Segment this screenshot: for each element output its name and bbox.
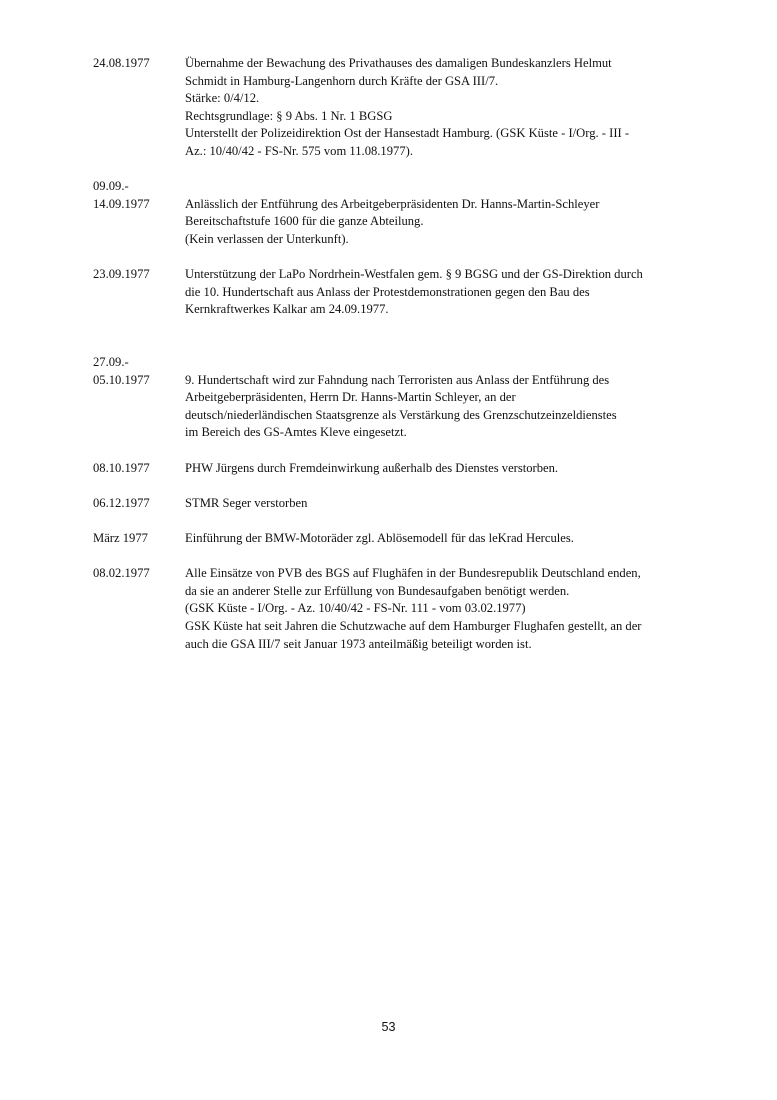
entry-date-line: 27.09.-: [93, 355, 129, 370]
chronology-entry: [93, 55, 693, 161]
entry-text-line: Az.: 10/40/42 - FS-Nr. 575 vom 11.08.1977).: [185, 143, 413, 158]
entry-date: [93, 55, 185, 73]
entry-text-line: Einführung der BMW-Motoräder zgl. Ablösemodell für das leKrad Hercules.: [185, 531, 574, 546]
entry-text-line: Schmidt in Hamburg-Langenhorn durch Kräfte der GSA III/7.: [185, 73, 499, 88]
entry-text-line: auch die GSA III/7 seit Januar 1973 anteilmäßig beteiligt worden ist.: [185, 636, 532, 651]
chronology-entry: [93, 178, 693, 248]
chronology-entry: [93, 266, 693, 319]
entry-date-line: 14.09.1977: [93, 196, 150, 211]
chronology-entry: [93, 565, 693, 653]
entry-date-line: 24.08.1977: [93, 56, 150, 70]
entry-text-line: im Bereich des GS-Amtes Kleve eingesetzt.: [185, 425, 407, 440]
entry-text-line: Kernkraftwerkes Kalkar am 24.09.1977.: [185, 302, 389, 317]
entry-text-line: Stärke: 0/4/12.: [185, 91, 260, 106]
entry-text-line: STMR Seger verstorben: [185, 495, 308, 510]
chronology-list: [93, 55, 693, 653]
chronology-entry: [93, 495, 693, 513]
entry-text-line: Unterstellt der Polizeidirektion Ost der Hansestadt Hamburg. (GSK Küste - I/Org. - III -: [185, 126, 630, 141]
entry-text-line: GSK Küste hat seit Jahren die Schutzwache auf dem Hamburger Flughafen gestellt, an der: [185, 619, 642, 633]
entry-date: [93, 266, 185, 284]
entry-text: [185, 178, 693, 248]
entry-date: [93, 565, 185, 583]
entry-text: [185, 460, 693, 478]
entry-text-line: (Kein verlassen der Unterkunft).: [185, 231, 349, 246]
entry-text-line: Unterstützung der LaPo Nordrhein-Westfalen gem. § 9 BGSG und der GS-Direktion durch: [185, 267, 643, 282]
entry-text-line: Bereitschaftstufe 1600 für die ganze Abteilung.: [185, 214, 424, 229]
chronology-entry: [93, 460, 693, 478]
entry-date-line: 08.02.1977: [93, 566, 150, 581]
entry-date-line: 05.10.1977: [93, 372, 150, 387]
entry-text-line: PHW Jürgens durch Fremdeinwirkung außerhalb des Dienstes verstorben.: [185, 460, 559, 475]
entry-text-line: Übernahme der Bewachung des Privathauses des damaligen Bundeskanzlers Helmut: [185, 56, 612, 70]
entry-text: [185, 354, 693, 442]
entry-date-line: 23.09.1977: [93, 267, 150, 282]
entry-text-line: deutsch/niederländischen Staatsgrenze als Verstärkung des Grenzschutzeinzeldienstes: [185, 407, 617, 422]
entry-text-line: Anlässlich der Entführung des Arbeitgeberpräsidenten Dr. Hanns-Martin-Schleyer: [185, 196, 600, 211]
entry-date: [93, 354, 185, 389]
entry-text-line: [185, 178, 693, 196]
entry-text-line: Alle Einsätze von PVB des BGS auf Flughäfen in der Bundesrepublik Deutschland enden,: [185, 566, 641, 581]
entry-date-line: März 1977: [93, 531, 148, 546]
entry-date-line: 08.10.1977: [93, 460, 150, 475]
entry-date-line: 06.12.1977: [93, 495, 150, 510]
entry-text: [185, 266, 693, 319]
entry-text-line: da sie an anderer Stelle zur Erfüllung von Bundesaufgaben benötigt werden.: [185, 583, 570, 598]
entry-text: [185, 495, 693, 513]
chronology-entry: [93, 354, 693, 442]
entry-text: [185, 530, 693, 548]
entry-text: [185, 55, 693, 161]
entry-text-line: Arbeitgeberpräsidenten, Herrn Dr. Hanns-Martin Schleyer, an der: [185, 390, 516, 405]
entry-text-line: Rechtsgrundlage: § 9 Abs. 1 Nr. 1 BGSG: [185, 108, 393, 123]
page-number: 53: [381, 1020, 396, 1034]
entry-text-line: [185, 354, 693, 372]
entry-text-line: die 10. Hundertschaft aus Anlass der Protestdemonstrationen gegen den Bau des: [185, 284, 590, 299]
entry-date: [93, 530, 185, 548]
chronology-entry: [93, 530, 693, 548]
entry-text-line: (GSK Küste - I/Org. - Az. 10/40/42 - FS-Nr. 111 - vom 03.02.1977): [185, 601, 526, 616]
entry-date: [93, 178, 185, 213]
entry-date-line: 09.09.-: [93, 179, 129, 194]
entry-text: [185, 565, 693, 653]
entry-date: [93, 495, 185, 513]
entry-text-line: 9. Hundertschaft wird zur Fahndung nach Terroristen aus Anlass der Entführung des: [185, 372, 610, 387]
entry-date: [93, 460, 185, 478]
